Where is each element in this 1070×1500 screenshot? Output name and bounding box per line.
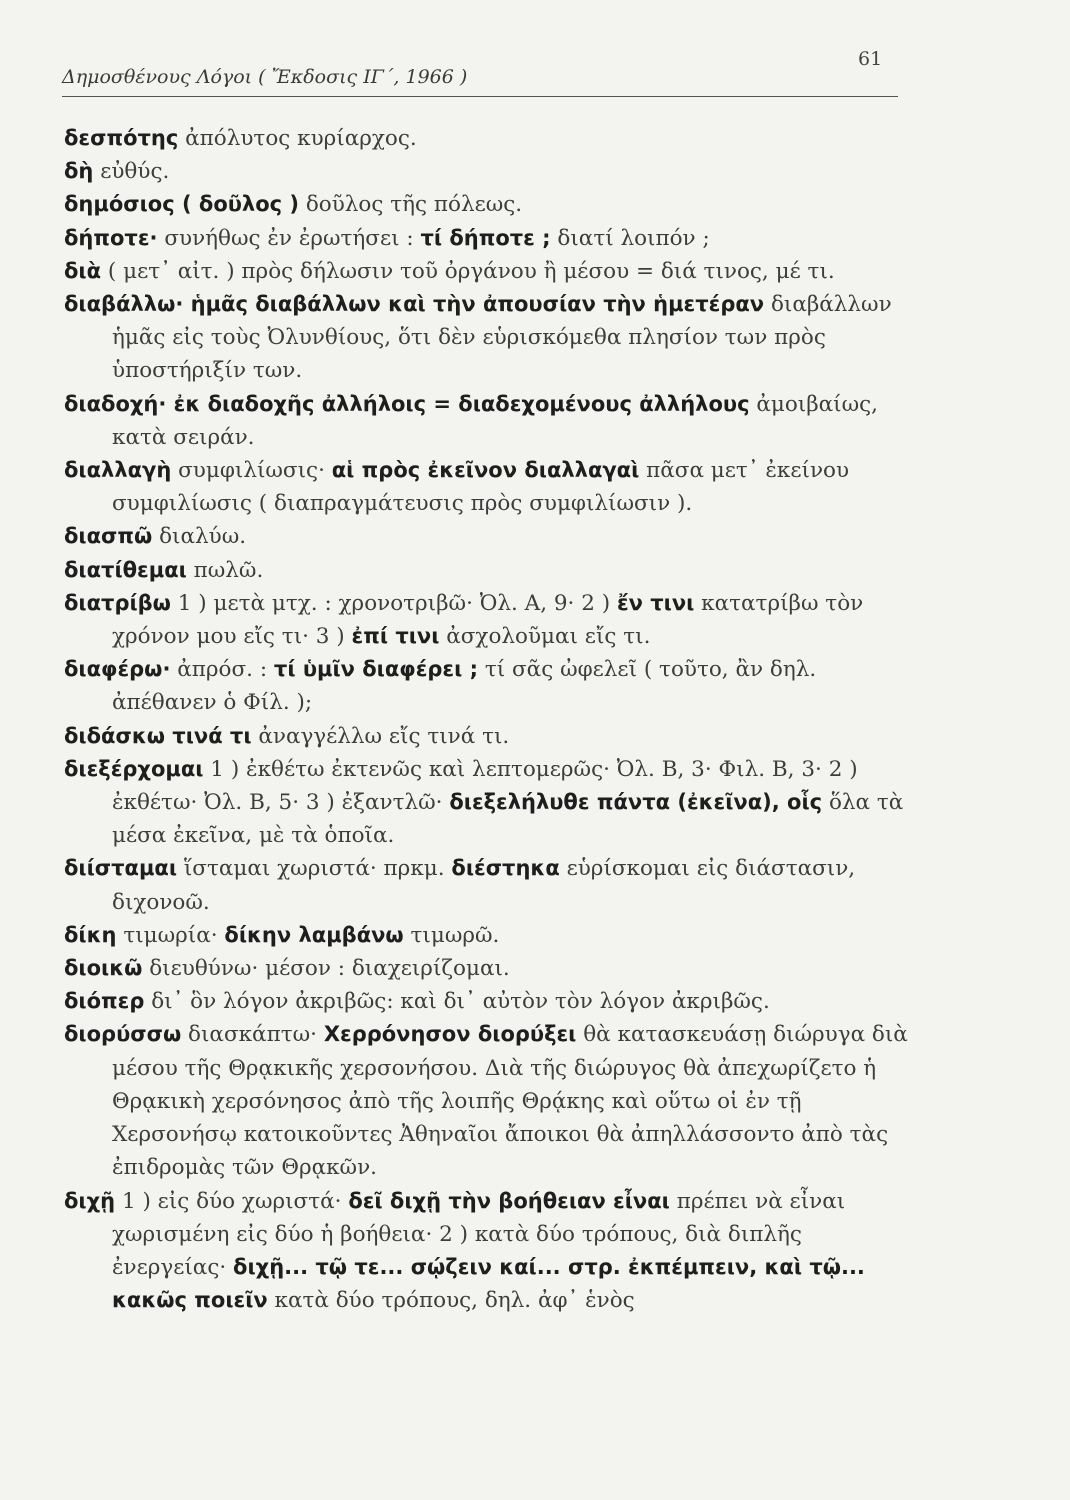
dictionary-entry <box>64 188 914 221</box>
entry-text: θὰ κατασκευάσῃ διώρυγα διὰ μέσου τῆς Θρᾳκικῆς χερσονήσου. Διὰ τῆς διώρυγος θὰ ἀπεχωρίζετο ἡ Θρᾳκικὴ χερσόνησος ἀπὸ τῆς λοιπῆς Θρᾴκης καὶ οὕτω οἱ ἐν τῇ Χερσονήσῳ κατοικοῦντες Ἀθηναῖοι ἄποικοι θὰ ἀπηλλάσσοντο ἀπὸ τὰς ἐπιδρομὰς τῶν Θρᾳκῶν. <box>112 1022 908 1181</box>
entry-text: τιμωρῶ. <box>403 922 500 948</box>
dictionary-entry <box>64 1018 914 1184</box>
dictionary-entry <box>64 952 914 985</box>
entry-text: δι᾽ ὃν λόγον ἀκριβῶς: καὶ δι᾽ αὐτὸν τὸν λόγον ἀκριβῶς. <box>144 989 770 1015</box>
dictionary-entry <box>64 255 914 288</box>
dictionary-entry <box>64 852 914 918</box>
entry-headword: διδάσκω τινά τι <box>64 723 252 748</box>
entry-text: τιμωρία· <box>116 922 225 948</box>
entry-text: κατατρίβω τὸν χρόνον μου εἴς τι· 3 ) <box>112 590 864 650</box>
dictionary-entry <box>64 454 914 520</box>
entry-bold-phrase: διχῇ... τῷ τε... σῴζειν καί... στρ. ἐκπέμπειν, καὶ τῷ... κακῶς ποιεῖν <box>112 1254 865 1313</box>
entry-headword: διὰ <box>64 258 102 283</box>
entry-headword: δίκη <box>64 922 117 947</box>
entry-text: διαβάλλων ἡμᾶς εἰς τοὺς Ὀλυνθίους, ὅτι δὲν εὑρισκόμεθα πλησίον των πρὸς ὑποστήριξίν των. <box>112 292 892 384</box>
entry-bold-phrase: αἱ πρὸς ἐκεῖνον διαλλαγαὶ <box>331 458 640 483</box>
entry-headword: διατρίβω <box>64 590 171 615</box>
entry-bold-phrase: Χερρόνησον διορύξει <box>323 1022 577 1047</box>
entry-headword: διοικῶ <box>64 956 143 981</box>
entry-text: ἀμοιβαίως, κατὰ σειράν. <box>112 391 879 450</box>
dictionary-entry <box>64 520 914 553</box>
entry-headword: διόπερ <box>64 989 145 1014</box>
entry-text: 1 ) ἐκθέτω ἐκτενῶς καὶ λεπτομερῶς· Ὀλ. Β, 3· Φιλ. Β, 3· 2 ) ἐκθέτω· Ὀλ. Β, 5· 3 ) ἐξαντλῶ· <box>112 756 858 816</box>
entry-text: δοῦλος τῆς πόλεως. <box>299 192 523 218</box>
entry-text: ἀσχολοῦμαι εἴς τι. <box>439 624 651 650</box>
entry-text: διευθύνω· μέσον : διαχειρίζομαι. <box>142 956 510 982</box>
dictionary-entry <box>64 222 914 255</box>
entry-text: πωλῶ. <box>186 557 264 583</box>
entry-text: κατὰ δύο τρόπους, δηλ. ἀφ᾽ ἑνὸς <box>267 1288 635 1314</box>
entry-headword: διορύσσω <box>64 1022 182 1047</box>
dictionary-entry <box>64 554 914 587</box>
entry-headword: δὴ <box>64 159 94 184</box>
entry-bold-phrase: τί ὑμῖν διαφέρει ; <box>273 657 479 682</box>
dictionary-entry <box>64 288 914 388</box>
entry-text: εὑρίσκομαι εἰς διάστασιν, διχονοῶ. <box>112 856 856 915</box>
page-number: 61 <box>858 48 883 70</box>
entry-bold-phrase: διέστηκα <box>451 856 560 881</box>
entry-headword: διίσταμαι <box>64 856 178 881</box>
entry-headword: διατίθεμαι <box>64 557 187 582</box>
entry-bold-phrase: ἡμᾶς διαβάλλων καὶ τὴν ἀπουσίαν τὴν ἡμετέραν <box>183 292 765 317</box>
entry-text: 1 ) εἰς δύο χωριστά· <box>115 1188 349 1214</box>
entry-bold-phrase: τί δήποτε ; <box>420 225 551 250</box>
dictionary-entry <box>64 587 914 653</box>
dictionary-entry <box>64 720 914 753</box>
entry-headword: διασπῶ <box>64 524 153 549</box>
dictionary-entry <box>64 388 914 454</box>
dictionary-entry <box>64 919 914 952</box>
entry-text: ἀπρόσ. : <box>170 657 274 683</box>
entry-text: συμφιλίωσις· <box>171 458 332 484</box>
entry-text: διατί λοιπόν ; <box>550 225 710 251</box>
entry-text: πρέπει νὰ εἶναι χωρισμένη εἰς δύο ἡ βοήθεια· 2 ) κατὰ δύο τρόπους, διὰ διπλῆς ἐνεργείας· <box>112 1188 846 1280</box>
entry-text: ὅλα τὰ μέσα ἐκεῖνα, μὲ τὰ ὁποῖα. <box>112 790 904 849</box>
entry-text: ( μετ᾽ αἰτ. ) πρὸς δήλωσιν τοῦ ὀργάνου ἢ μέσου = διά τινος, μέ τι. <box>101 258 835 284</box>
entry-text: διαλύω. <box>152 524 247 550</box>
entry-text: τί σᾶς ὠφελεῖ ( τοῦτο, ἂν δηλ. ἀπέθανεν ὁ Φίλ. ); <box>112 657 817 716</box>
entry-headword: διαλλαγὴ <box>64 458 172 483</box>
entry-headword: δημόσιος ( δοῦλος ) <box>64 192 299 217</box>
entry-bold-phrase: ἐκ διαδοχῆς ἀλλήλοις = διαδεχομένους ἀλλήλους <box>166 391 750 416</box>
entry-headword: διαβάλλω· <box>64 292 184 317</box>
dictionary-entry <box>64 985 914 1018</box>
entry-bold-phrase: διεξελήλυθε πάντα (ἐκεῖνα), οἷς <box>449 790 823 815</box>
dictionary-entry <box>64 1185 914 1318</box>
entry-bold-phrase: ἔν τινι <box>616 590 695 615</box>
entry-headword: δεσπότης <box>64 126 179 150</box>
entry-headword: διαδοχή· <box>64 391 167 416</box>
entry-bold-phrase: δεῖ διχῇ τὴν βοήθειαν εἶναι <box>348 1188 670 1213</box>
running-header: Δημοσθένους Λόγοι ( Ἔκδοσις ΙΓ΄, 1966 ) <box>62 66 468 88</box>
entry-headword: δήποτε· <box>64 225 158 250</box>
dictionary-entry <box>64 753 914 853</box>
dictionary-entries <box>64 122 914 1317</box>
entry-headword: διεξέρχομαι <box>64 756 204 781</box>
entry-text: εὐθύς. <box>93 159 170 185</box>
entry-text: ἀναγγέλλω εἴς τινά τι. <box>251 723 510 749</box>
entry-bold-phrase: ἐπί τινι <box>351 624 440 649</box>
header-rule <box>62 96 898 97</box>
entry-headword: διαφέρω· <box>64 657 171 682</box>
entry-bold-phrase: δίκην λαμβάνω <box>224 922 404 947</box>
dictionary-entry <box>64 653 914 719</box>
dictionary-entry <box>64 155 914 188</box>
entry-text: ἀπόλυτος κυρίαρχος. <box>178 126 417 151</box>
entry-text: πᾶσα μετ᾽ ἐκείνου συμφιλίωσις ( διαπραγμάτευσις πρὸς συμφιλίωσιν ). <box>112 458 850 517</box>
entry-text: συνήθως ἐν ἐρωτήσει : <box>157 225 421 251</box>
dictionary-entry <box>64 122 914 155</box>
entry-text: ἵσταμαι χωριστά· πρκμ. <box>177 856 452 882</box>
entry-headword: διχῇ <box>64 1188 116 1213</box>
entry-text: διασκάπτω· <box>181 1022 324 1048</box>
entry-text: 1 ) μετὰ μτχ. : χρονοτριβῶ· Ὀλ. Α, 9· 2 ) <box>170 590 617 616</box>
